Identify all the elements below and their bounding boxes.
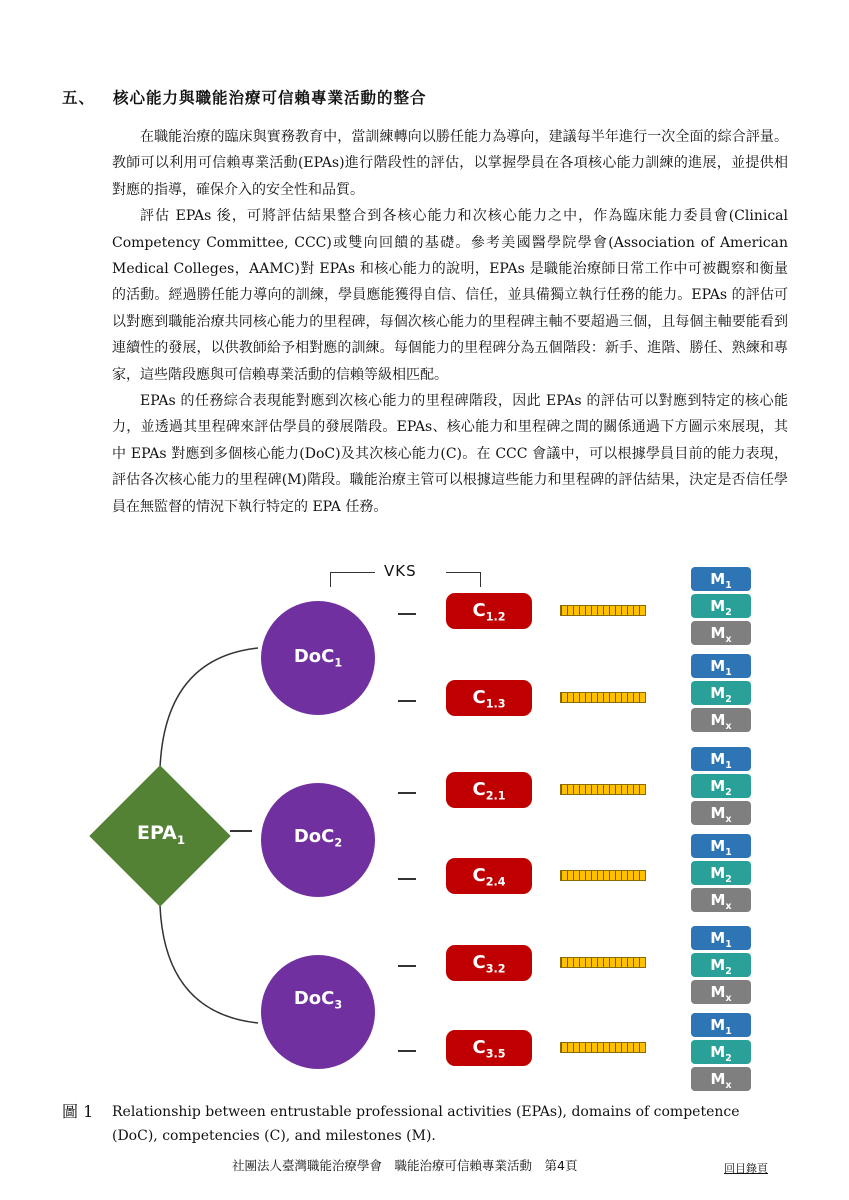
vks-label: VKS — [384, 562, 417, 580]
domain-label-1: DoC$_1$ — [293, 646, 343, 670]
vks-bracket-right — [446, 572, 481, 587]
body-text — [112, 124, 788, 520]
ruler-icon — [560, 957, 646, 968]
milestone-m2: $M_2$ — [691, 953, 751, 977]
figure-caption — [62, 1100, 782, 1148]
competency-badge-1-3: $C_{1.3}$ — [446, 680, 532, 716]
connector-dash — [398, 613, 416, 615]
ruler-icon — [560, 870, 646, 881]
connector-dash — [398, 878, 416, 880]
competency-badge-3-5: $C_{3.5}$ — [446, 1030, 532, 1066]
milestone-mx: $M_x$ — [691, 980, 751, 1004]
milestone-m1: $M_1$ — [691, 567, 751, 591]
milestone-mx: $M_x$ — [691, 801, 751, 825]
domain-label-2: DoC$_2$ — [293, 826, 343, 850]
connector-dash — [398, 700, 416, 702]
figure-caption-text: Relationship between entrustable professional activities (EPAs), domains of competence (DoC), competencies (C), and milestones (M). — [112, 1104, 740, 1144]
figure-label: 圖 1 — [62, 1102, 94, 1121]
milestone-m2: $M_2$ — [691, 861, 751, 885]
domain-label-3: DoC$_3$ — [293, 988, 343, 1012]
milestone-m1: $M_1$ — [691, 747, 751, 771]
competency-badge-2-1: $C_{2.1}$ — [446, 772, 532, 808]
connector-dash — [230, 830, 252, 832]
connector-dash — [398, 1050, 416, 1052]
ruler-icon — [560, 1042, 646, 1053]
vks-bracket-left — [330, 572, 375, 587]
milestone-m1: $M_1$ — [691, 654, 751, 678]
milestone-m2: $M_2$ — [691, 1040, 751, 1064]
paragraph: EPAs 的任務綜合表現能對應到次核心能力的里程碑階段，因此 EPAs 的評估可以對應到特定的核心能力，並透過其里程碑來評估學員的發展階段。EPAs、核心能力和里程碑之間的關係通過下方圖示來展現，其中 EPAs 對應到多個核心能力(DoC)及其次核心能力(C)。在 CCC 會議中，可以根據學員目前的能力表現，評估各次核心能力的里程碑(M)階段。職能治療主管可以根據這些能力和里程碑的評估結果，決定是否信任學員在無監督的情況下執行特定的 EPA 任務。 — [112, 393, 788, 515]
milestone-m2: $M_2$ — [691, 774, 751, 798]
domain-circle-3 — [261, 955, 375, 1069]
section-number: 五、 — [62, 89, 96, 107]
competency-badge-1-2: $C_{1.2}$ — [446, 593, 532, 629]
competency-badge-2-4: $C_{2.4}$ — [446, 858, 532, 894]
connector-dash — [398, 792, 416, 794]
milestone-m1: $M_1$ — [691, 834, 751, 858]
ruler-icon — [560, 692, 646, 703]
ruler-icon — [560, 784, 646, 795]
ruler-icon — [560, 605, 646, 616]
back-to-toc-link[interactable]: 回目錄頁 — [724, 1162, 768, 1175]
milestone-m1: $M_1$ — [691, 1013, 751, 1037]
paragraph: 評估 EPAs 後，可將評估結果整合到各核心能力和次核心能力之中，作為臨床能力委員會(Clinical Competency Committee, CCC)或雙向回饋的基礎。參考美國醫學院學會(Association of American Medical Colleges，AAMC)對 EPAs 和核心能力的說明，EPAs 是職能治療師日常工作中可被觀察和衡量的活動。經過勝任能力導向的訓練，學員應能獲得自信、信任，並具備獨立執行任務的能力。EPAs 的評估可以對應到職能治療共同核心能力的里程碑，每個次核心能力的里程碑主軸不要超過三個，且每個主軸要能看到連續性的發展，以供教師給予相對應的訓練。每個能力的里程碑分為五個階段：新手、進階、勝任、熟練和專家，這些階段應與可信賴專業活動的信賴等級相匹配。 — [112, 208, 788, 383]
paragraph: 在職能治療的臨床與實務教育中，當訓練轉向以勝任能力為導向，建議每半年進行一次全面的綜合評量。教師可以利用可信賴專業活動(EPAs)進行階段性的評估，以掌握學員在各項核心能力訓練的進展，並提供相對應的指導，確保介入的安全性和品質。 — [112, 129, 788, 198]
page-footer: 社團法人臺灣職能治療學會 職能治療可信賴專業活動 第4頁 — [232, 1158, 578, 1173]
section-title: 核心能力與職能治療可信賴專業活動的整合 — [113, 89, 427, 107]
milestone-mx: $M_x$ — [691, 708, 751, 732]
milestone-m1: $M_1$ — [691, 926, 751, 950]
milestone-m2: $M_2$ — [691, 681, 751, 705]
milestone-m2: $M_2$ — [691, 594, 751, 618]
section-heading — [62, 86, 427, 108]
milestone-mx: $M_x$ — [691, 888, 751, 912]
milestone-mx: $M_x$ — [691, 1067, 751, 1091]
milestone-mx: $M_x$ — [691, 621, 751, 645]
connector-dash — [398, 965, 416, 967]
epa-label: $EPA_1$ — [136, 822, 186, 847]
epa-competency-diagram — [0, 558, 849, 1098]
competency-badge-3-2: $C_{3.2}$ — [446, 945, 532, 981]
